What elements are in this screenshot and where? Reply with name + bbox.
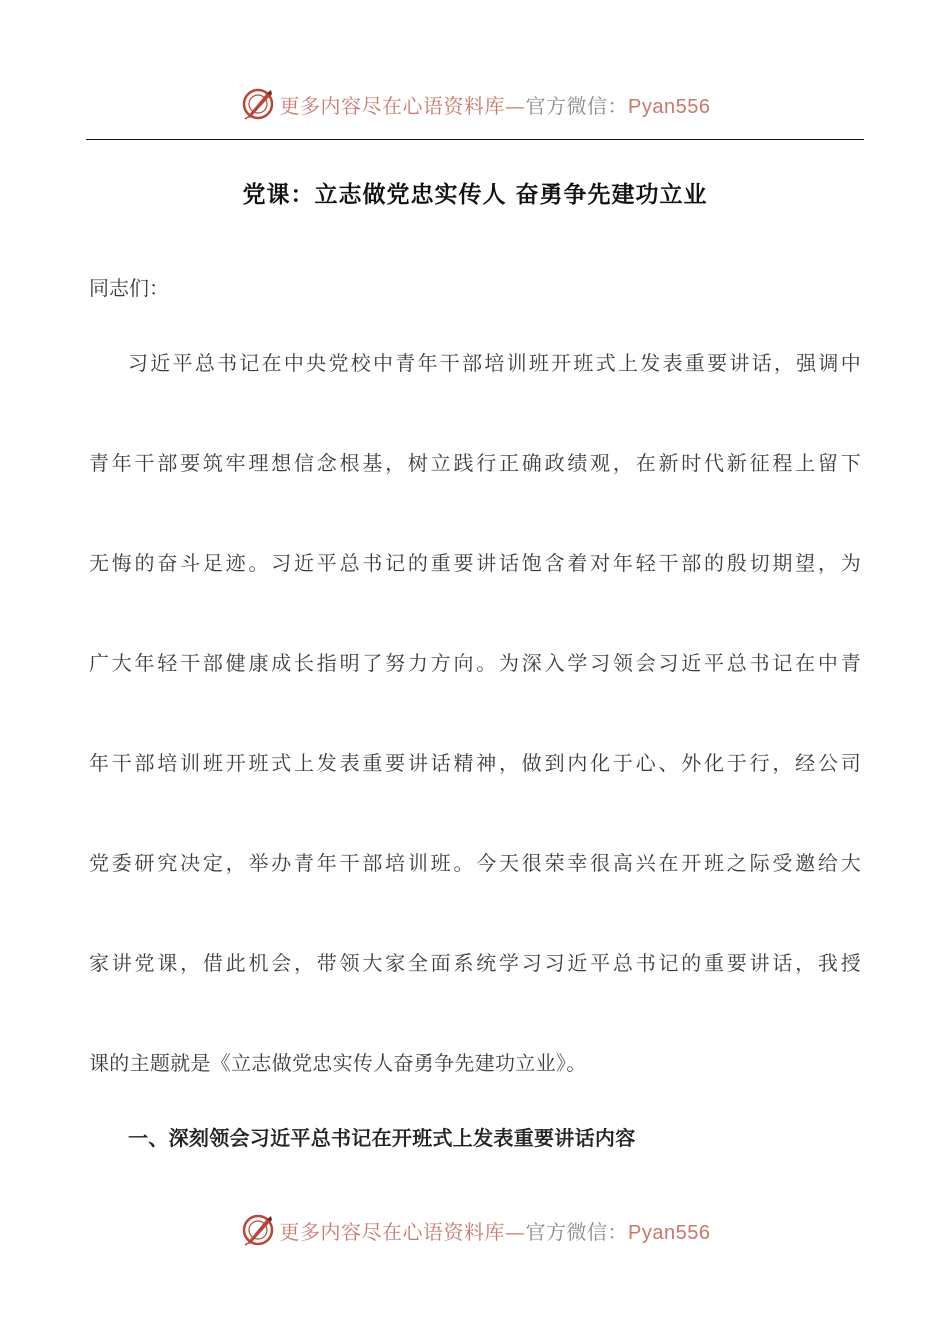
- banner-text: [280, 90, 711, 119]
- banner-dash: —: [505, 93, 526, 118]
- quill-logo-icon: [240, 86, 276, 122]
- banner-wechat-label: 官方微信：: [525, 93, 629, 118]
- paragraph-line: 广大年轻干部健康成长指明了努力方向。为深入学习领会习近平总书记在中青: [89, 651, 861, 675]
- banner-brand-text: 更多内容尽在心语资料库: [279, 93, 506, 118]
- banner-brand-text: 更多内容尽在心语资料库: [279, 1219, 506, 1244]
- footer-banner: [0, 1208, 950, 1252]
- paragraph-line: 习近平总书记在中央党校中青年干部培训班开班式上发表重要讲话，强调中: [128, 351, 861, 375]
- paragraph-line: 家讲党课，借此机会，带领大家全面系统学习习近平总书记的重要讲话，我授: [89, 951, 861, 975]
- section-heading: 一、深刻领会习近平总书记在开班式上发表重要讲话内容: [128, 1126, 636, 1150]
- paragraph-line: 无悔的奋斗足迹。习近平总书记的重要讲话饱含着对年轻干部的殷切期望，为: [89, 551, 861, 575]
- banner-wechat-label: 官方微信：: [525, 1219, 629, 1244]
- header-rule: [86, 139, 864, 140]
- header-banner: [0, 82, 950, 126]
- paragraph-line: 党委研究决定，举办青年干部培训班。今天很荣幸很高兴在开班之际受邀给大: [89, 851, 861, 875]
- quill-logo-icon: [240, 1212, 276, 1248]
- banner-dash: —: [505, 1219, 526, 1244]
- paragraph-line: 课的主题就是《立志做党忠实传人奋勇争先建功立业》。: [89, 1051, 587, 1075]
- document-title: 党课：立志做党忠实传人 奋勇争先建功立业: [242, 182, 708, 208]
- banner-wechat-id: Pyan556: [628, 95, 711, 118]
- salutation: 同志们：: [89, 276, 169, 300]
- banner-wechat-id: Pyan556: [628, 1221, 711, 1244]
- paragraph-line: 年干部培训班开班式上发表重要讲话精神，做到内化于心、外化于行，经公司: [89, 751, 861, 775]
- paragraph-line: 青年干部要筑牢理想信念根基，树立践行正确政绩观，在新时代新征程上留下: [89, 451, 861, 475]
- banner-text: [280, 1216, 711, 1245]
